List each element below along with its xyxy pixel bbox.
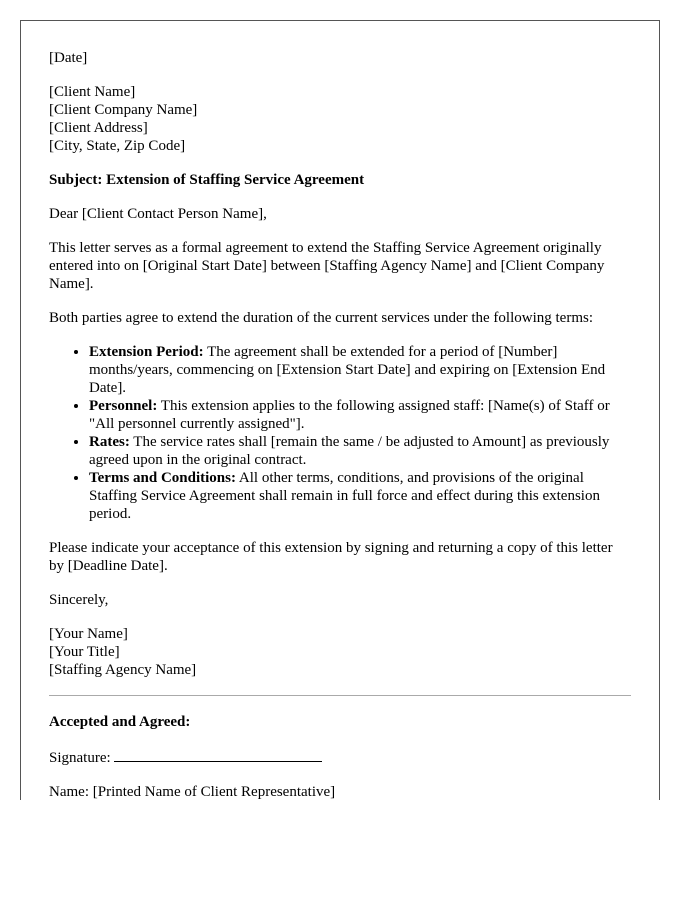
term-rates — [89, 433, 631, 469]
term-label: Personnel: — [89, 398, 158, 414]
recipient-name: [Client Name] — [49, 84, 136, 100]
term-label: Extension Period: — [89, 344, 204, 360]
letter-date: [Date] — [49, 50, 88, 66]
signature-row — [49, 747, 631, 767]
term-label: Terms and Conditions: — [89, 470, 236, 486]
sender-agency: [Staffing Agency Name] — [49, 662, 197, 678]
signature-label: Signature: — [49, 750, 111, 766]
terms-intro: Both parties agree to extend the duration of the current services under the following terms: — [49, 310, 593, 326]
term-extension-period — [89, 343, 631, 397]
term-personnel — [89, 397, 631, 433]
letter-closing: Sincerely, — [49, 592, 109, 608]
term-text: The agreement shall be extended for a period of [Number] months/years, commencing on [Extension Start Date] and expiring on [Extension End Date]. — [89, 344, 606, 396]
recipient-city-state-zip: [City, State, Zip Code] — [49, 138, 186, 154]
acceptance-heading: Accepted and Agreed: — [49, 714, 191, 730]
letter-page — [20, 20, 660, 800]
acceptance-request: Please indicate your acceptance of this extension by signing and returning a copy of this letter by [Deadline Date]. — [49, 540, 613, 574]
signature-line[interactable] — [114, 747, 322, 762]
term-text: This extension applies to the following assigned staff: [Name(s) of Staff or "All personnel currently assigned"]. — [89, 398, 610, 432]
recipient-company: [Client Company Name] — [49, 102, 198, 118]
section-divider — [49, 695, 631, 696]
intro-paragraph: This letter serves as a formal agreement to extend the Staffing Service Agreement originally entered into on [Original Start Date] between [Staffing Agency Name] and [Client Company Name]. — [49, 240, 605, 292]
recipient-address-block — [49, 83, 631, 155]
letter-subject: Subject: Extension of Staffing Service Agreement — [49, 172, 365, 188]
sender-signature-block — [49, 625, 631, 679]
printed-name-line: Name: [Printed Name of Client Representative] — [49, 784, 336, 800]
term-text: The service rates shall [remain the same / be adjusted to Amount] as previously agreed upon in the original contract. — [89, 434, 610, 468]
sender-name: [Your Name] — [49, 626, 128, 642]
sender-title: [Your Title] — [49, 644, 120, 660]
recipient-address: [Client Address] — [49, 120, 148, 136]
term-terms-and-conditions — [89, 469, 631, 523]
term-label: Rates: — [89, 434, 130, 450]
term-text: All other terms, conditions, and provisions of the original Staffing Service Agreement shall remain in full force and effect during this extension period. — [89, 470, 600, 522]
terms-list — [49, 343, 631, 523]
letter-salutation: Dear [Client Contact Person Name], — [49, 206, 267, 222]
